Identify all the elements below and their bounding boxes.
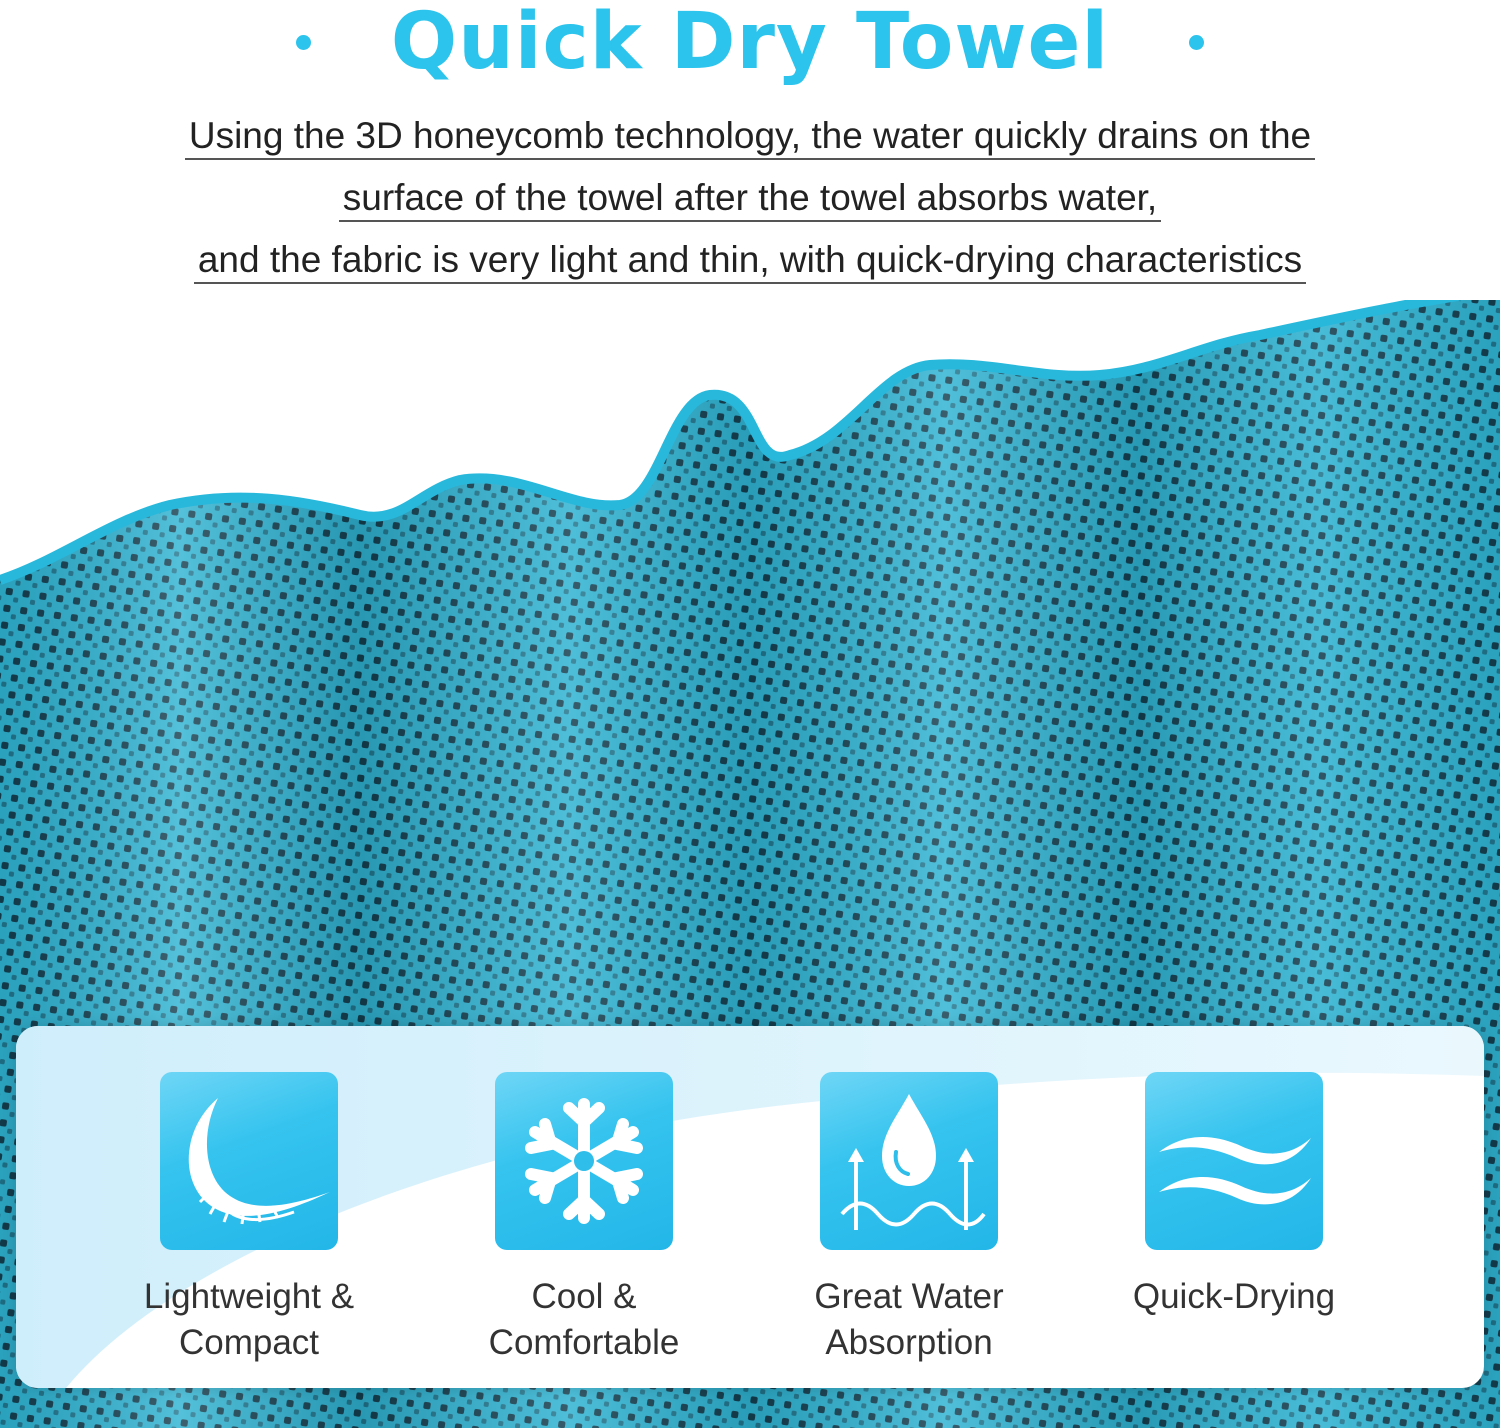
feature-label: [1084, 1274, 1384, 1320]
feature-label-line: Quick-Drying: [1132, 1277, 1336, 1316]
feature-label-line: Compact: [178, 1323, 320, 1362]
title-dot-right: [1189, 35, 1204, 50]
header: [0, 0, 1500, 300]
snowflake-icon: [495, 1072, 673, 1250]
feature-label-line: Cool &: [531, 1277, 637, 1316]
feature-quick-drying: [1084, 1072, 1384, 1320]
feature-lightweight: [99, 1072, 399, 1366]
feature-label: [759, 1274, 1059, 1366]
feature-label: [434, 1274, 734, 1366]
feature-label-line: Absorption: [825, 1323, 993, 1362]
title-row: [0, 0, 1500, 92]
features-panel: [16, 1026, 1484, 1388]
feature-label-line: Comfortable: [488, 1323, 680, 1362]
title-dot-left: [296, 35, 311, 50]
description-line: and the fabric is very light and thin, with quick-drying characteristics: [194, 238, 1306, 284]
feature-label-line: Lightweight &: [143, 1277, 355, 1316]
feature-cool: [434, 1072, 734, 1366]
waves-icon: [1145, 1072, 1323, 1250]
feature-label: [99, 1274, 399, 1366]
description: [0, 114, 1500, 300]
water-drop-icon: [820, 1072, 998, 1250]
page-title: Quick Dry Towel: [390, 0, 1110, 87]
description-line: Using the 3D honeycomb technology, the water quickly drains on the: [185, 114, 1315, 160]
feather-icon: [160, 1072, 338, 1250]
description-line: surface of the towel after the towel absorbs water,: [339, 176, 1161, 222]
feature-label-line: Great Water: [814, 1277, 1004, 1316]
feature-absorption: [759, 1072, 1059, 1366]
